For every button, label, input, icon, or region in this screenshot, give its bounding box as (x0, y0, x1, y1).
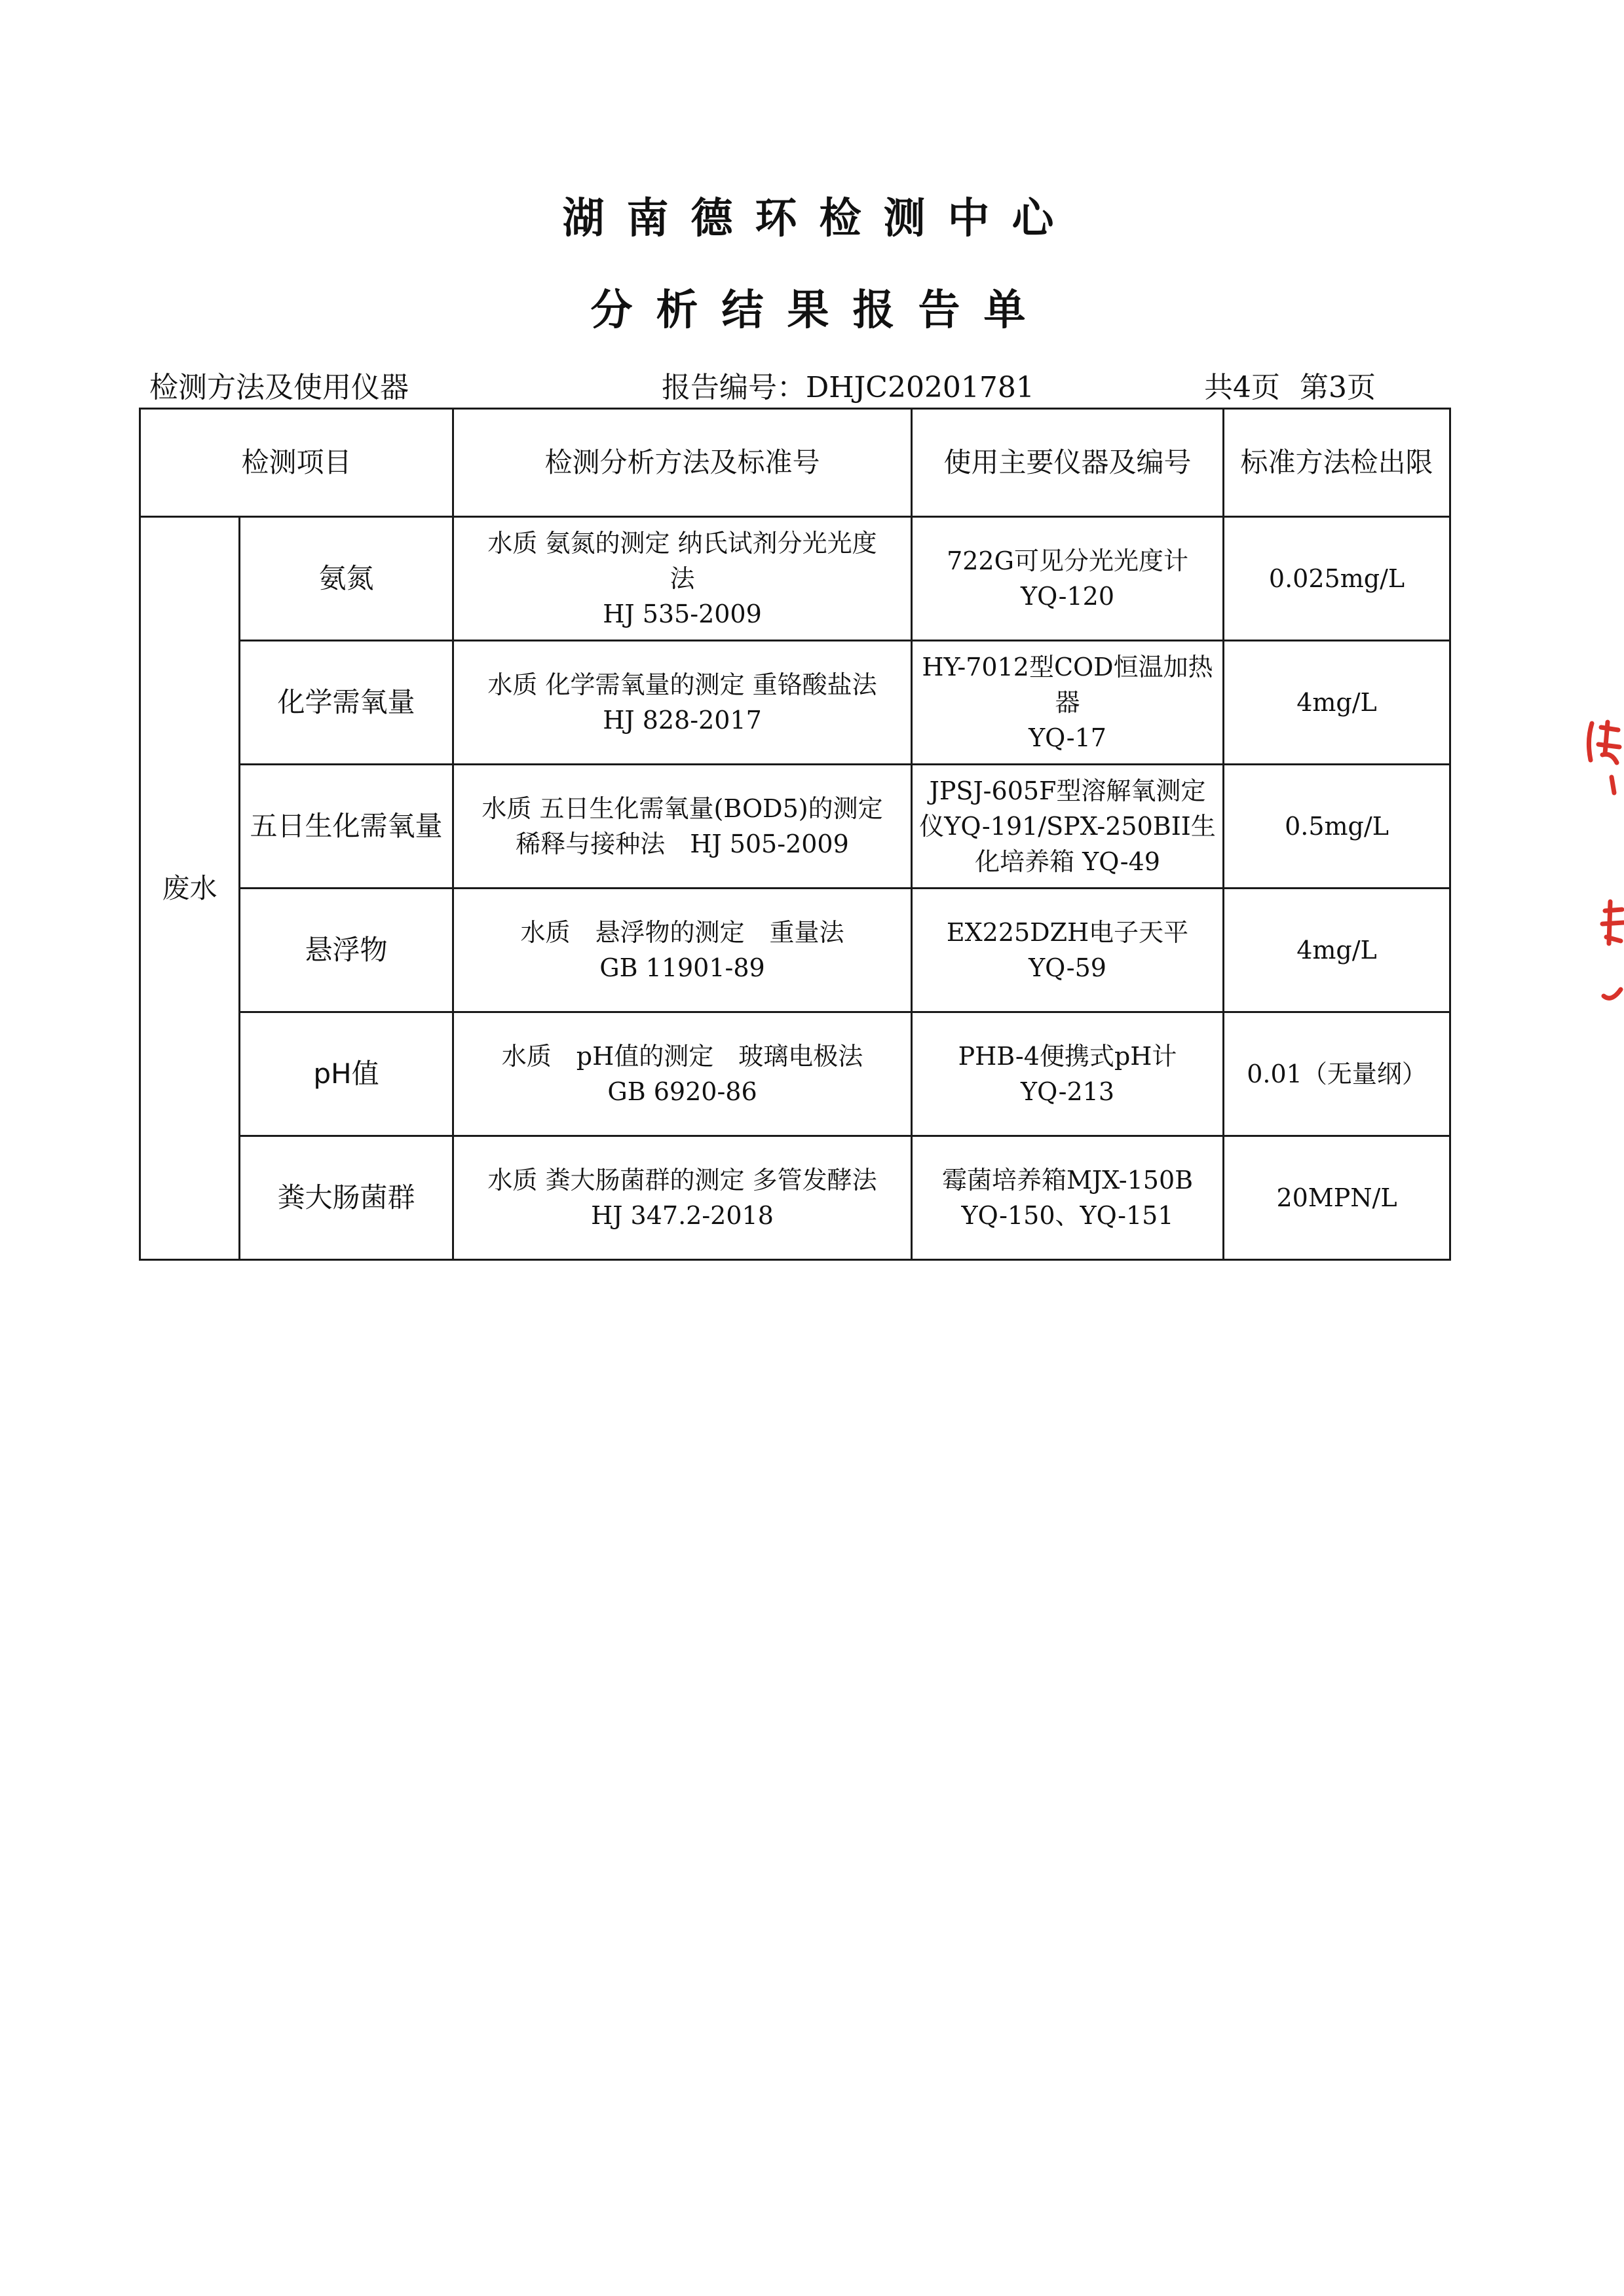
method-line: 稀释与接种法 HJ 505-2009 (516, 830, 849, 858)
column-header-item: 检测项目 (140, 409, 453, 517)
instrument-line: HY-7012型COD恒温加热器 (922, 653, 1213, 717)
method-line: GB 6920-86 (607, 1077, 757, 1106)
instrument-line: YQ-120 (1021, 582, 1115, 611)
category-cell: 废水 (140, 517, 240, 1260)
method-line: 法 (670, 564, 695, 593)
instrument-cell (912, 765, 1224, 889)
item-cell: 粪大肠菌群 (240, 1136, 453, 1260)
instrument-line: YQ-150、YQ-151 (961, 1201, 1174, 1230)
instrument-cell (912, 517, 1224, 641)
method-cell (453, 641, 912, 765)
method-line: HJ 535-2009 (603, 600, 762, 628)
method-line: HJ 828-2017 (603, 706, 762, 735)
instrument-cell (912, 641, 1224, 765)
total-pages: 共4页 (1204, 371, 1280, 404)
method-line: 水质 悬浮物的测定 重量法 (520, 918, 844, 947)
limit-cell: 4mg/L (1224, 889, 1450, 1012)
item-cell: 五日生化需氧量 (240, 765, 453, 889)
org-title: 湖南德环检测中心 (562, 195, 1076, 243)
instrument-line: 722G可见分光光度计 (947, 546, 1188, 575)
instrument-line: 仪YQ-191/SPX-250BII生 (919, 812, 1216, 841)
item-cell: 氨氮 (240, 517, 453, 641)
limit-cell: 4mg/L (1224, 641, 1450, 765)
method-line: HJ 347.2-2018 (591, 1201, 774, 1230)
page-indicator (1204, 368, 1376, 408)
method-line: 水质 五日生化需氧量(BOD5)的测定 (482, 794, 883, 823)
method-line: 水质 氨氮的测定 纳氏试剂分光光度 (487, 529, 877, 558)
method-line: GB 11901-89 (599, 953, 765, 982)
table-row (140, 641, 1450, 765)
instrument-line: YQ-213 (1021, 1077, 1115, 1106)
limit-cell: 0.01（无量纲） (1224, 1012, 1450, 1136)
method-cell (453, 889, 912, 1012)
limit-cell: 0.5mg/L (1224, 765, 1450, 889)
column-header-method: 检测分析方法及标准号 (453, 409, 912, 517)
instrument-line: PHB-4便携式pH计 (958, 1042, 1177, 1071)
column-header-instrument: 使用主要仪器及编号 (912, 409, 1224, 517)
method-line: 水质 pH值的测定 玻璃电极法 (501, 1042, 863, 1071)
red-seal-fragment-icon (1579, 714, 1624, 1029)
instrument-line: YQ-17 (1029, 723, 1106, 752)
limit-cell: 20MPN/L (1224, 1136, 1450, 1260)
method-cell (453, 517, 912, 641)
instrument-line: 化培养箱 YQ-49 (975, 847, 1160, 876)
table-row (140, 1012, 1450, 1136)
instrument-line: JPSJ-605F型溶解氧测定 (929, 776, 1206, 805)
table-row (140, 889, 1450, 1012)
table-row (140, 1136, 1450, 1260)
instrument-cell (912, 1136, 1224, 1260)
instrument-line: 霉菌培养箱MJX-150B (941, 1166, 1194, 1195)
instrument-line: YQ-59 (1029, 953, 1106, 982)
method-line: 水质 粪大肠菌群的测定 多管发酵法 (487, 1166, 877, 1195)
method-cell (453, 1012, 912, 1136)
method-line: 水质 化学需氧量的测定 重铬酸盐法 (487, 670, 877, 699)
current-page: 第3页 (1300, 371, 1376, 404)
table-row (140, 765, 1450, 889)
item-cell: 悬浮物 (240, 889, 453, 1012)
limit-cell: 0.025mg/L (1224, 517, 1450, 641)
instrument-cell (912, 889, 1224, 1012)
instrument-line: EX225DZH电子天平 (946, 918, 1189, 947)
item-cell: 化学需氧量 (240, 641, 453, 765)
method-cell (453, 1136, 912, 1260)
table-header-row (140, 409, 1450, 517)
method-instrument-table (139, 408, 1451, 1261)
instrument-cell (912, 1012, 1224, 1136)
item-cell: pH值 (240, 1012, 453, 1136)
report-title: 分析结果报告单 (590, 286, 1049, 335)
column-header-limit: 标准方法检出限 (1224, 409, 1450, 517)
section-label: 检测方法及使用仪器 (149, 371, 409, 404)
method-cell (453, 765, 912, 889)
report-number: 报告编号：DHJC20201781 (662, 371, 1034, 404)
table-row (140, 517, 1450, 641)
